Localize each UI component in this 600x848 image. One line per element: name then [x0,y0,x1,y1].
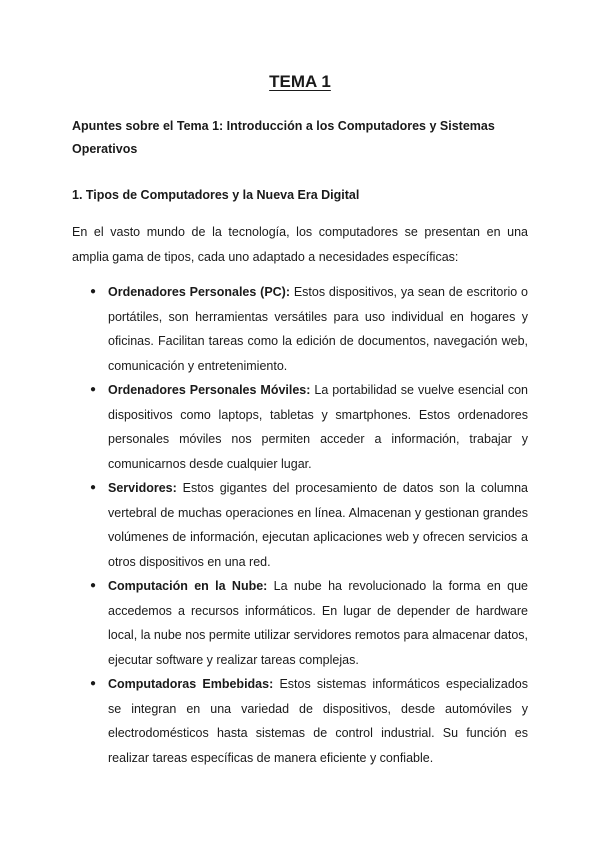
list-item-term: Computadoras Embebidas: [108,677,274,691]
list-item-term: Servidores: [108,481,177,495]
list-item [72,476,528,574]
list-item [72,378,528,476]
intro-paragraph: En el vasto mundo de la tecnología, los computadores se presentan en una amplia gama de tipos, cada uno adaptado a necesidades específicas: [72,225,528,264]
list-item-term: Ordenadores Personales Móviles: [108,383,311,397]
document-subtitle: Apuntes sobre el Tema 1: Introducción a los Computadores y Sistemas Operativos [72,119,495,156]
bullet-icon: ● [90,286,97,297]
list-item [72,280,528,378]
list-item-term: Ordenadores Personales (PC): [108,285,291,299]
section-heading: 1. Tipos de Computadores y la Nueva Era Digital [72,188,360,202]
list-item-text: Estos sistemas informáticos especializados se integran en una variedad de dispositivos, desde automóviles y electrodomésticos hasta sistemas de control industrial. Su función es realizar tareas específicas de manera eficiente y confiable. [108,677,528,765]
page-title: TEMA 1 [269,72,331,91]
bullet-icon: ● [90,580,97,591]
list-item [72,672,528,770]
list-item-term: Computación en la Nube: [108,579,268,593]
list-item-text: Estos dispositivos, ya sean de escritorio o portátiles, son herramientas versátiles para uso individual en hogares y oficinas. Facilitan tareas como la edición de documentos, navegación web, comunicación y entretenimiento. [108,285,528,373]
bullet-icon: ● [90,482,97,493]
bullet-icon: ● [90,384,97,395]
computer-types-list [72,280,528,770]
list-item [72,574,528,672]
bullet-icon: ● [90,678,97,689]
list-item-text: La nube ha revolucionado la forma en que accedemos a recursos informáticos. En lugar de depender de hardware local, la nube nos permite utilizar servidores remotos para almacenar datos, ejecutar software y realizar tareas complejas. [108,579,528,667]
list-item-text: Estos gigantes del procesamiento de datos son la columna vertebral de muchas operaciones en línea. Almacenan y gestionan grandes volúmenes de información, ejecutan aplicaciones web y ofrecen servicios a otros dispositivos en una red. [108,481,528,569]
list-item-text: La portabilidad se vuelve esencial con dispositivos como laptops, tabletas y smartphones. Estos ordenadores personales móviles nos permiten acceder a información, trabajar y comunicarnos desde cualquier lugar. [108,383,528,471]
